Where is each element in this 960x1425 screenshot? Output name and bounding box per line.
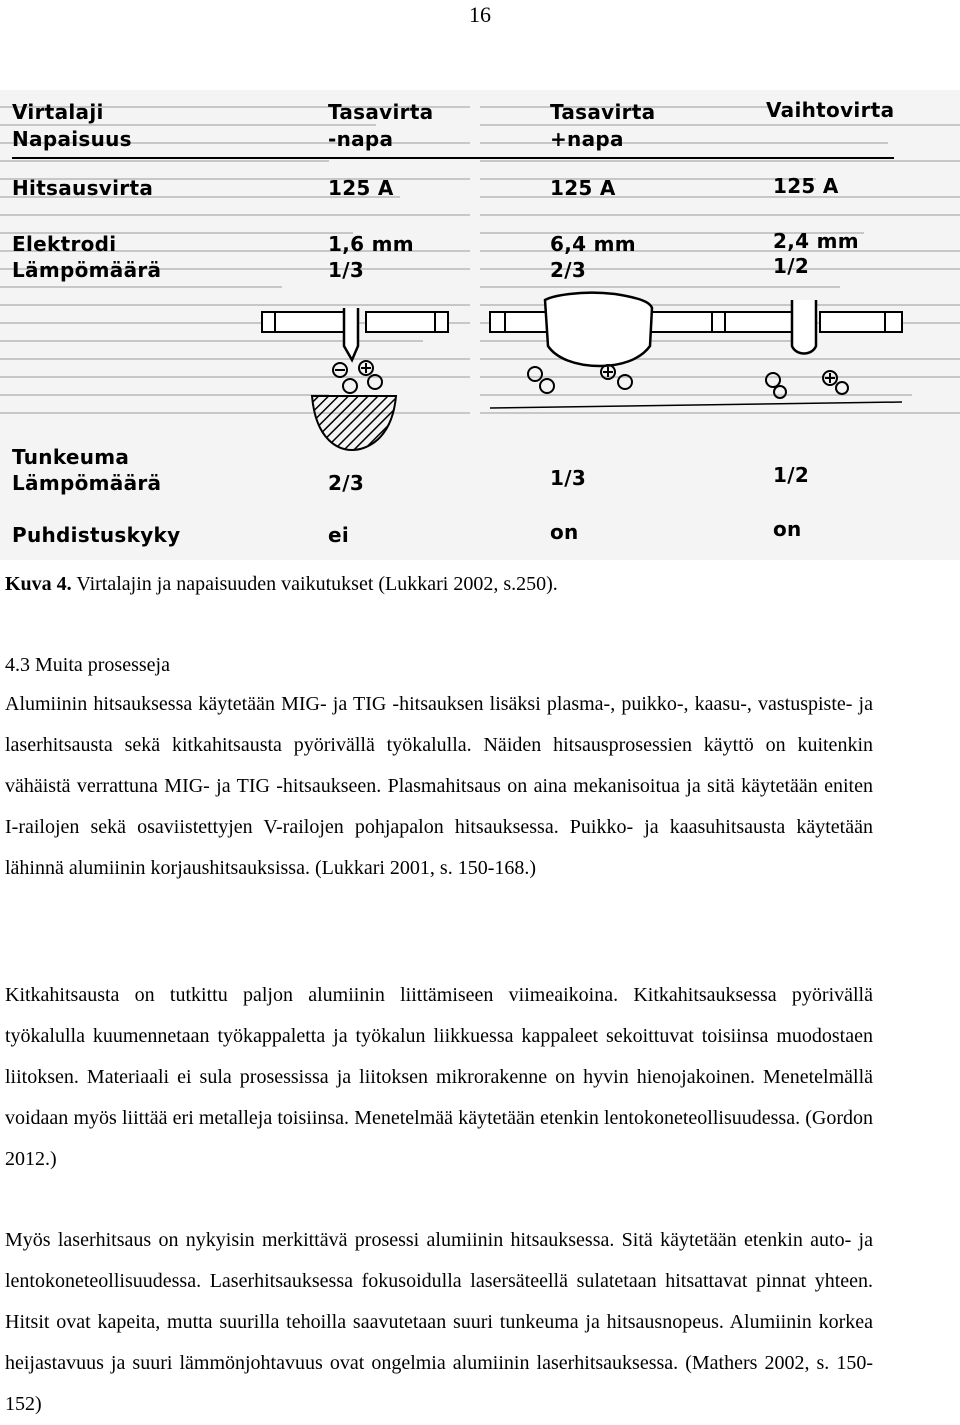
weld-pool-1 bbox=[312, 396, 396, 450]
label-penetration: Tunkeuma bbox=[12, 445, 130, 469]
particles-3 bbox=[766, 371, 848, 398]
col3-electrode: 2,4 mm bbox=[773, 229, 859, 253]
col2-cleaning: on bbox=[550, 520, 579, 544]
figure-current-polarity bbox=[0, 90, 960, 560]
label-electrode: Elektrodi bbox=[12, 232, 117, 256]
col3-penetration-heat: 1/2 bbox=[773, 463, 810, 487]
particles-1 bbox=[333, 361, 382, 393]
label-heat-2: Lämpömäärä bbox=[12, 471, 162, 495]
col1-heat: 1/3 bbox=[328, 258, 365, 282]
particles-2 bbox=[528, 365, 632, 393]
col2-heat: 2/3 bbox=[550, 258, 587, 282]
col2-current: Tasavirta bbox=[550, 100, 656, 124]
weld-schematic bbox=[0, 90, 960, 560]
electrode-2 bbox=[545, 293, 652, 366]
label-welding-current: Hitsausvirta bbox=[12, 176, 154, 200]
col3-amp: 125 A bbox=[773, 174, 839, 198]
col3-cleaning: on bbox=[773, 517, 802, 541]
col2-electrode: 6,4 mm bbox=[550, 232, 636, 256]
paragraph-2: Kitkahitsausta on tutkittu paljon alumiinin liittämiseen viimeaikoina. Kitkahitsauksessa pyörivällä työkalulla kuumennetaan työkappaletta ja työkalun liikkuessa kappaleet sekoittuvat toisiinsa muodostaen liitoksen. Materiaali ei sula prosessissa ja liitoksen mikrorakenne on hyvin hienojakoinen. Menetelmällä voidaan myös liittää eri metalleja toisiinsa. Menetelmää käytetään etenkin lentokoneteollisuudessa. (Gordon 2012.) bbox=[5, 984, 873, 1170]
label-heat: Lämpömäärä bbox=[12, 258, 162, 282]
section-heading: 4.3 Muita prosesseja bbox=[5, 654, 170, 676]
col1-amp: 125 A bbox=[328, 176, 394, 200]
electrode-3 bbox=[792, 300, 816, 354]
col1-polarity: -napa bbox=[328, 127, 394, 151]
paragraph-1: Alumiinin hitsauksessa käytetään MIG- ja TIG -hitsauksen lisäksi plasma-, puikko-, kaasu-, vastuspiste- ja laserhitsausta sekä kitkahitsausta pyörivällä työkalulla. Näiden hitsausprosessien käyttö on kuitenkin vähäistä verrattuna MIG- ja TIG -hitsaukseen. Plasmahitsaus on aina mekanisoitua ja sitä käytetään eniten I-railojen sekä osaviistettyjen V-railojen pohjapalon hitsauksessa. Puikko- ja kaasuhitsausta käytetään lähinnä alumiinin korjaushitsauksissa. (Lukkari 2001, s. 150-168.) bbox=[5, 693, 873, 879]
label-polarity: Napaisuus bbox=[12, 127, 132, 151]
label-current-type: Virtalaji bbox=[12, 100, 104, 124]
figure-caption bbox=[5, 573, 558, 596]
col2-penetration-heat: 1/3 bbox=[550, 466, 587, 490]
page-number: 16 bbox=[469, 2, 491, 27]
col3-heat: 1/2 bbox=[773, 254, 810, 278]
col3-current: Vaihtovirta bbox=[766, 98, 895, 122]
caption-label: Kuva 4. bbox=[5, 573, 72, 595]
col1-electrode: 1,6 mm bbox=[328, 232, 414, 256]
col1-penetration-heat: 2/3 bbox=[328, 471, 365, 495]
col2-polarity: +napa bbox=[550, 127, 624, 151]
col2-amp: 125 A bbox=[550, 176, 616, 200]
caption-text: Virtalajin ja napaisuuden vaikutukset (Lukkari 2002, s.250). bbox=[71, 573, 558, 595]
paragraph-3: Myös laserhitsaus on nykyisin merkittävä prosessi alumiinin hitsauksessa. Sitä käytetään etenkin auto- ja lentokoneteollisuudessa. Laserhitsauksessa fokusoidulla lasersäteellä sulatetaan hitsattavat pinnat yhteen. Hitsit ovat kapeita, mutta suurilla tehoilla saavutetaan suuri tunkeuma ja hitsausnopeus. Alumiinin korkea heijastavuus ja suuri lämmönjohtavuus ovat ongelmia alumiinin laserhitsauksessa. (Mathers 2002, s. 150-152) bbox=[5, 1229, 873, 1415]
electrode-1 bbox=[344, 308, 358, 360]
col1-current: Tasavirta bbox=[328, 100, 434, 124]
col1-cleaning: ei bbox=[328, 523, 350, 547]
label-cleaning: Puhdistuskyky bbox=[12, 523, 181, 547]
